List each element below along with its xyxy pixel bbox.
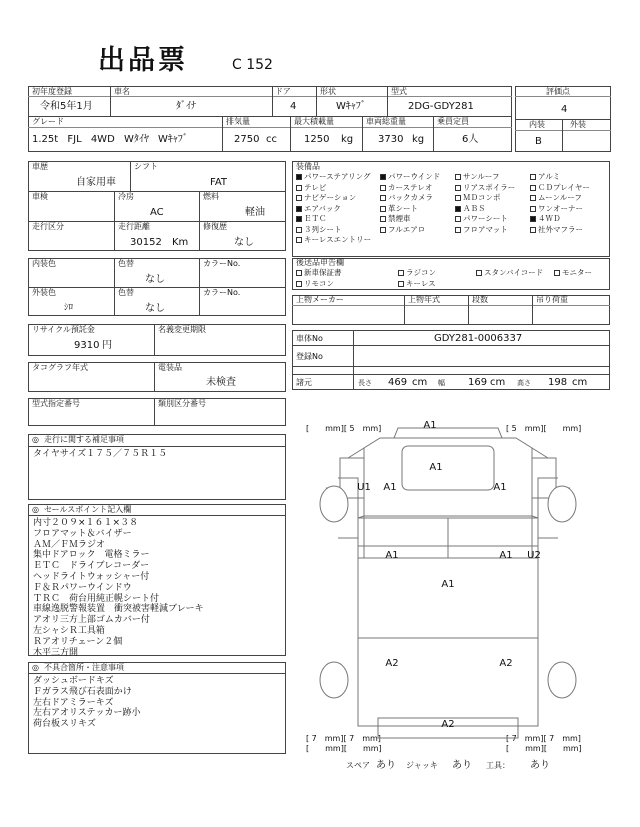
history-value: 自家用車 <box>76 177 116 188</box>
ext-color-no-label: カラーNo. <box>203 288 241 297</box>
checkbox-icon <box>296 195 302 201</box>
lot-number: C 152 <box>232 57 273 73</box>
meter-value: 未検査 <box>206 377 236 388</box>
equipment-item <box>296 225 342 235</box>
equipment-item-label: ワンオーナー <box>538 203 583 213</box>
equipment-item-label: フルエアロ <box>388 224 426 234</box>
reg-no-label: 登録No <box>296 352 323 361</box>
note-line: 木平三方開 <box>33 647 79 658</box>
repair-value: なし <box>234 237 254 248</box>
exterior-label: 外装 <box>570 120 586 129</box>
body-no-label: 車体No <box>296 334 323 343</box>
note-line: 荷台板スリキズ <box>33 719 96 730</box>
docs-item-label: スタンバイコード <box>484 268 544 277</box>
checkbox-icon <box>380 195 386 201</box>
equipment-item <box>296 235 371 245</box>
checkbox-icon <box>296 237 302 243</box>
max-load-value: 1250 <box>304 134 330 145</box>
equipment-item-label: バックカメラ <box>388 193 433 202</box>
note-line: Ｒアオリチェーン２個 <box>33 636 123 647</box>
equipment-item <box>380 193 433 203</box>
checkbox-icon <box>380 174 386 180</box>
docs-item <box>398 268 436 278</box>
docs-item <box>296 279 334 289</box>
equipment-item <box>296 204 341 214</box>
grade-label: グレード <box>32 117 64 126</box>
equipment-item-label: ＭＤコンポ <box>463 193 501 202</box>
tread-bottom-right2: [ mm][ mm] <box>506 744 582 753</box>
equipment-item-label: リアスポイラー <box>463 182 516 192</box>
checkbox-icon <box>380 216 386 222</box>
checkbox-icon <box>296 270 302 276</box>
type-no-label: 型式指定番号 <box>32 399 80 408</box>
class-no-label: 類別区分番号 <box>158 399 206 408</box>
length-unit: cm <box>412 377 428 388</box>
jack-label: ジャッキ <box>406 761 438 770</box>
rating-value: 4 <box>561 104 568 115</box>
page-title: 出品票 <box>98 45 188 76</box>
note-line: Ｆ＆Ｒパワーウインドウ <box>33 582 132 593</box>
equipment-item <box>296 214 327 224</box>
rating-label: 評価点 <box>546 87 570 96</box>
equipment-item-label: 革シート <box>388 203 418 213</box>
note-line: アオリ三方上部ゴムカバー付 <box>33 615 150 626</box>
mileage-label: 走行距離 <box>118 222 150 231</box>
sales-lines <box>33 518 204 658</box>
recycle-label: リサイクル預託金 <box>32 325 95 334</box>
equipment-item <box>530 172 560 182</box>
checkbox-icon <box>455 206 461 212</box>
checkbox-icon <box>380 206 386 212</box>
recycle-value: 9310 <box>74 340 100 351</box>
displacement-unit: cc <box>266 134 277 145</box>
note-line: 内寸２０９×１６１×３８ <box>33 518 139 528</box>
tread-bottom-left: [ 7 mm][ 7 mm] <box>306 734 381 743</box>
car-name-label: 車名 <box>114 87 130 96</box>
ac-value: AC <box>150 207 164 218</box>
int-shade-value: なし <box>145 274 165 285</box>
equipment-item-label: ４ＷＤ <box>538 214 561 223</box>
int-color-no-label: カラーNo. <box>203 259 241 268</box>
upper-year-label: 上物年式 <box>408 295 440 304</box>
equipment-label: 装備品 <box>296 162 320 171</box>
checkbox-icon <box>296 174 302 180</box>
upper-steps-label: 段数 <box>472 295 488 304</box>
checkbox-icon <box>296 185 302 191</box>
equipment-item-label: フロアマット <box>463 224 508 234</box>
dims-label: 諸元 <box>296 378 312 387</box>
tread-bottom-right: [ 7 mm][ 7 mm] <box>506 734 581 743</box>
height-label: 高さ <box>517 379 531 387</box>
checkbox-icon <box>296 227 302 233</box>
first-reg-label: 初年度登録 <box>32 87 72 96</box>
checkbox-icon <box>554 270 560 276</box>
equipment-item <box>455 172 500 182</box>
docs-item-label: ラジコン <box>406 268 436 277</box>
tools-value: あり <box>530 760 550 771</box>
equipment-item-label: サンルーフ <box>463 172 500 181</box>
docs-label: 後送品申告欄 <box>296 258 344 267</box>
displacement-label: 排気量 <box>226 117 250 126</box>
mark-top: A1 <box>423 420 437 431</box>
equipment-item <box>530 225 583 235</box>
note-line: 車線逸脱警報装置 衝突被害軽減ブレーキ <box>33 604 204 615</box>
equipment-item <box>455 193 501 203</box>
driving-lines <box>33 449 167 460</box>
equipment-item-label: キーレスエントリー <box>304 235 372 244</box>
checkbox-icon <box>380 227 386 233</box>
driving-bullet: ◎ <box>32 435 39 444</box>
equipment-item-label: パワーステアリング <box>304 172 371 181</box>
gross-weight-label: 車両総重量 <box>366 117 406 126</box>
ext-color-label: 外装色 <box>32 288 56 297</box>
checkbox-icon <box>455 185 461 191</box>
checkbox-icon <box>398 270 404 276</box>
mark-u1: U1 <box>357 482 371 493</box>
docs-item <box>296 268 342 278</box>
checkbox-icon <box>455 174 461 180</box>
tread-top-left: [ mm][ 5 mm] <box>306 424 382 433</box>
shape-label: 形状 <box>320 87 336 96</box>
defects-title: 不具合箇所・注意事項 <box>44 663 124 672</box>
recycle-unit: 円 <box>102 340 112 351</box>
mileage-value: 30152 <box>130 237 162 248</box>
checkbox-icon <box>476 270 482 276</box>
width-value: 169 <box>468 377 488 388</box>
length-value: 469 <box>388 377 408 388</box>
equipment-item <box>380 183 432 193</box>
capacity-label: 乗員定員 <box>437 117 469 126</box>
equipment-item-label: ＡＢＳ <box>463 203 486 213</box>
int-color-label: 内装色 <box>32 259 56 268</box>
equipment-item <box>296 172 371 182</box>
mark-a1-left-mid: A1 <box>385 550 399 561</box>
equipment-item-label: ＥＴＣ <box>304 214 327 223</box>
note-line: Ｆガラス飛び石表面かけ <box>33 686 132 697</box>
mileage-unit: Km <box>172 237 189 248</box>
gross-weight-unit: kg <box>412 134 425 145</box>
equipment-item-label: パワーウインド <box>388 172 441 181</box>
length-label: 長さ <box>358 379 372 387</box>
grade-value: 1.25t FJL 4WD Wﾀｲﾔ Wｷｬﾌﾞ <box>32 134 188 145</box>
checkbox-icon <box>380 185 386 191</box>
equipment-item <box>296 183 326 193</box>
equipment-item <box>530 183 590 193</box>
tacho-label: タコグラフ年式 <box>32 363 88 372</box>
note-line: フロアマット＆バイザー <box>33 528 132 539</box>
equipment-item-label: ＣＤプレイヤー <box>538 182 590 192</box>
docs-item <box>554 268 592 278</box>
first-reg-value: 令和5年1月 <box>40 101 93 112</box>
docs-item-label: リモコン <box>304 279 334 288</box>
mark-u2: U2 <box>527 550 541 561</box>
spare-value: あり <box>376 760 396 771</box>
note-line: 左右ドアミラーキズ <box>33 697 114 708</box>
car-name-value: ﾀﾞｲﾅ <box>176 101 196 112</box>
max-load-label: 最大積載量 <box>294 117 334 126</box>
note-line: ＡＭ／ＦＭラジオ <box>33 539 106 550</box>
shape-value: Wｷｬﾌﾞ <box>336 101 366 112</box>
checkbox-icon <box>455 227 461 233</box>
tools-label: 工具： <box>486 761 510 770</box>
body-no-value: GDY281-0006337 <box>434 333 523 344</box>
checkbox-icon <box>530 227 536 233</box>
checkbox-icon <box>530 206 536 212</box>
model-value: 2DG-GDY281 <box>408 101 474 112</box>
equipment-item <box>455 204 486 214</box>
gross-weight-value: 3730 <box>378 134 404 145</box>
equipment-item <box>455 214 508 224</box>
mark-a2-left: A2 <box>385 658 399 669</box>
mark-a1-right-front: A1 <box>493 482 507 493</box>
equipment-item <box>380 225 425 235</box>
ac-label: 冷房 <box>118 192 134 201</box>
mark-front-mid: A1 <box>429 462 443 473</box>
fuel-label: 燃料 <box>203 192 219 201</box>
equipment-item <box>380 204 418 214</box>
equipment-item-label: 禁煙車 <box>388 214 411 223</box>
equipment-item-label: エアバック <box>304 203 341 213</box>
equipment-item-label: カーステレオ <box>388 182 433 192</box>
tread-bottom-left2: [ mm][ mm] <box>306 744 382 753</box>
shift-value: FAT <box>210 177 228 188</box>
height-unit: cm <box>572 377 588 388</box>
vehicle-diagram <box>318 418 578 748</box>
checkbox-icon <box>530 174 536 180</box>
name-change-label: 名義変更期限 <box>158 325 206 334</box>
tread-top-right: [ 5 mm][ mm] <box>506 424 582 433</box>
equipment-item <box>530 204 583 214</box>
defects-bullet: ◎ <box>32 663 39 672</box>
driving-title: 走行に関する補足事項 <box>44 435 124 444</box>
max-load-unit: kg <box>341 134 354 145</box>
note-line: ＴＲＣ 荷台用純正幌シート付 <box>33 593 160 604</box>
mark-a1-left-front: A1 <box>383 482 397 493</box>
history-label: 車歴 <box>32 162 48 171</box>
mark-bed: A1 <box>441 579 455 590</box>
capacity-value: 6人 <box>462 134 479 145</box>
ext-color-value: ｼﾛ <box>64 303 74 313</box>
mark-bottom: A2 <box>441 719 455 730</box>
equipment-item-label: テレビ <box>304 182 327 192</box>
note-line: ダッシュボードキズ <box>33 676 114 686</box>
docs-item-label: モニター <box>562 268 592 277</box>
checkbox-icon <box>530 216 536 222</box>
docs-item <box>476 268 543 278</box>
checkbox-icon <box>398 281 404 287</box>
equipment-item <box>530 214 561 224</box>
equipment-item-label: ムーンルーフ <box>538 193 582 202</box>
mark-a1-right-mid: A1 <box>499 550 513 561</box>
equipment-item <box>380 172 440 182</box>
note-line: 左右アオリステッカー跡小 <box>33 708 141 719</box>
equipment-item-label: アルミ <box>538 172 561 181</box>
docs-item <box>398 279 436 289</box>
sales-title: セールスポイント記入欄 <box>44 505 132 514</box>
doors-label: ドア <box>275 87 291 96</box>
interior-label: 内装 <box>529 120 545 129</box>
repair-label: 修復歴 <box>203 222 227 231</box>
docs-item-label: 新車保証書 <box>304 268 342 277</box>
equipment-item-label: ３列シート <box>304 224 342 234</box>
checkbox-icon <box>455 216 461 222</box>
defects-lines <box>33 676 141 730</box>
note-line: タイヤサイズ１７５／７５Ｒ１５ <box>33 449 168 459</box>
checkbox-icon <box>296 216 302 222</box>
displacement-value: 2750 <box>234 134 260 145</box>
checkbox-icon <box>296 206 302 212</box>
checkbox-icon <box>296 281 302 287</box>
int-shade-label: 色替 <box>118 259 134 268</box>
upper-maker-label: 上物メーカー <box>296 295 344 304</box>
inspection-label: 車検 <box>32 192 48 201</box>
sales-bullet: ◎ <box>32 505 39 514</box>
ext-shade-label: 色替 <box>118 288 134 297</box>
equipment-item <box>296 193 356 203</box>
fuel-value: 軽油 <box>245 207 265 218</box>
docs-item-label: キーレス <box>406 279 436 288</box>
note-line: 集中ドアロック 電格ミラー <box>33 550 150 561</box>
mileage-cat-label: 走行区分 <box>32 222 64 231</box>
interior-value: B <box>535 136 542 147</box>
note-line: ＥＴＣ ドライブレコーダー <box>33 561 150 572</box>
checkbox-icon <box>530 195 536 201</box>
height-value: 198 <box>548 377 568 388</box>
width-unit: cm <box>490 377 506 388</box>
meter-label: 電装品 <box>158 363 182 372</box>
spare-label: スペア <box>346 761 370 770</box>
checkbox-icon <box>530 185 536 191</box>
checkbox-icon <box>455 195 461 201</box>
upper-hoist-label: 吊り荷重 <box>536 295 568 304</box>
equipment-item-label: パワーシート <box>463 214 508 223</box>
equipment-item <box>455 225 508 235</box>
note-line: 左シャシＲ工具箱 <box>33 625 105 636</box>
equipment-item-label: 社外マフラー <box>538 224 583 234</box>
jack-value: あり <box>452 760 472 771</box>
note-line: ヘッドライトウォッシャー付 <box>33 571 150 582</box>
doors-value: 4 <box>290 101 297 112</box>
equipment-item <box>455 183 515 193</box>
equipment-item-label: ナビゲーション <box>304 193 357 202</box>
mark-a2-right: A2 <box>499 658 513 669</box>
width-label: 幅 <box>438 379 445 387</box>
model-label: 型式 <box>391 87 407 96</box>
ext-shade-value: なし <box>145 303 165 314</box>
equipment-item <box>380 214 411 224</box>
shift-label: シフト <box>134 162 158 171</box>
equipment-item <box>530 193 582 203</box>
